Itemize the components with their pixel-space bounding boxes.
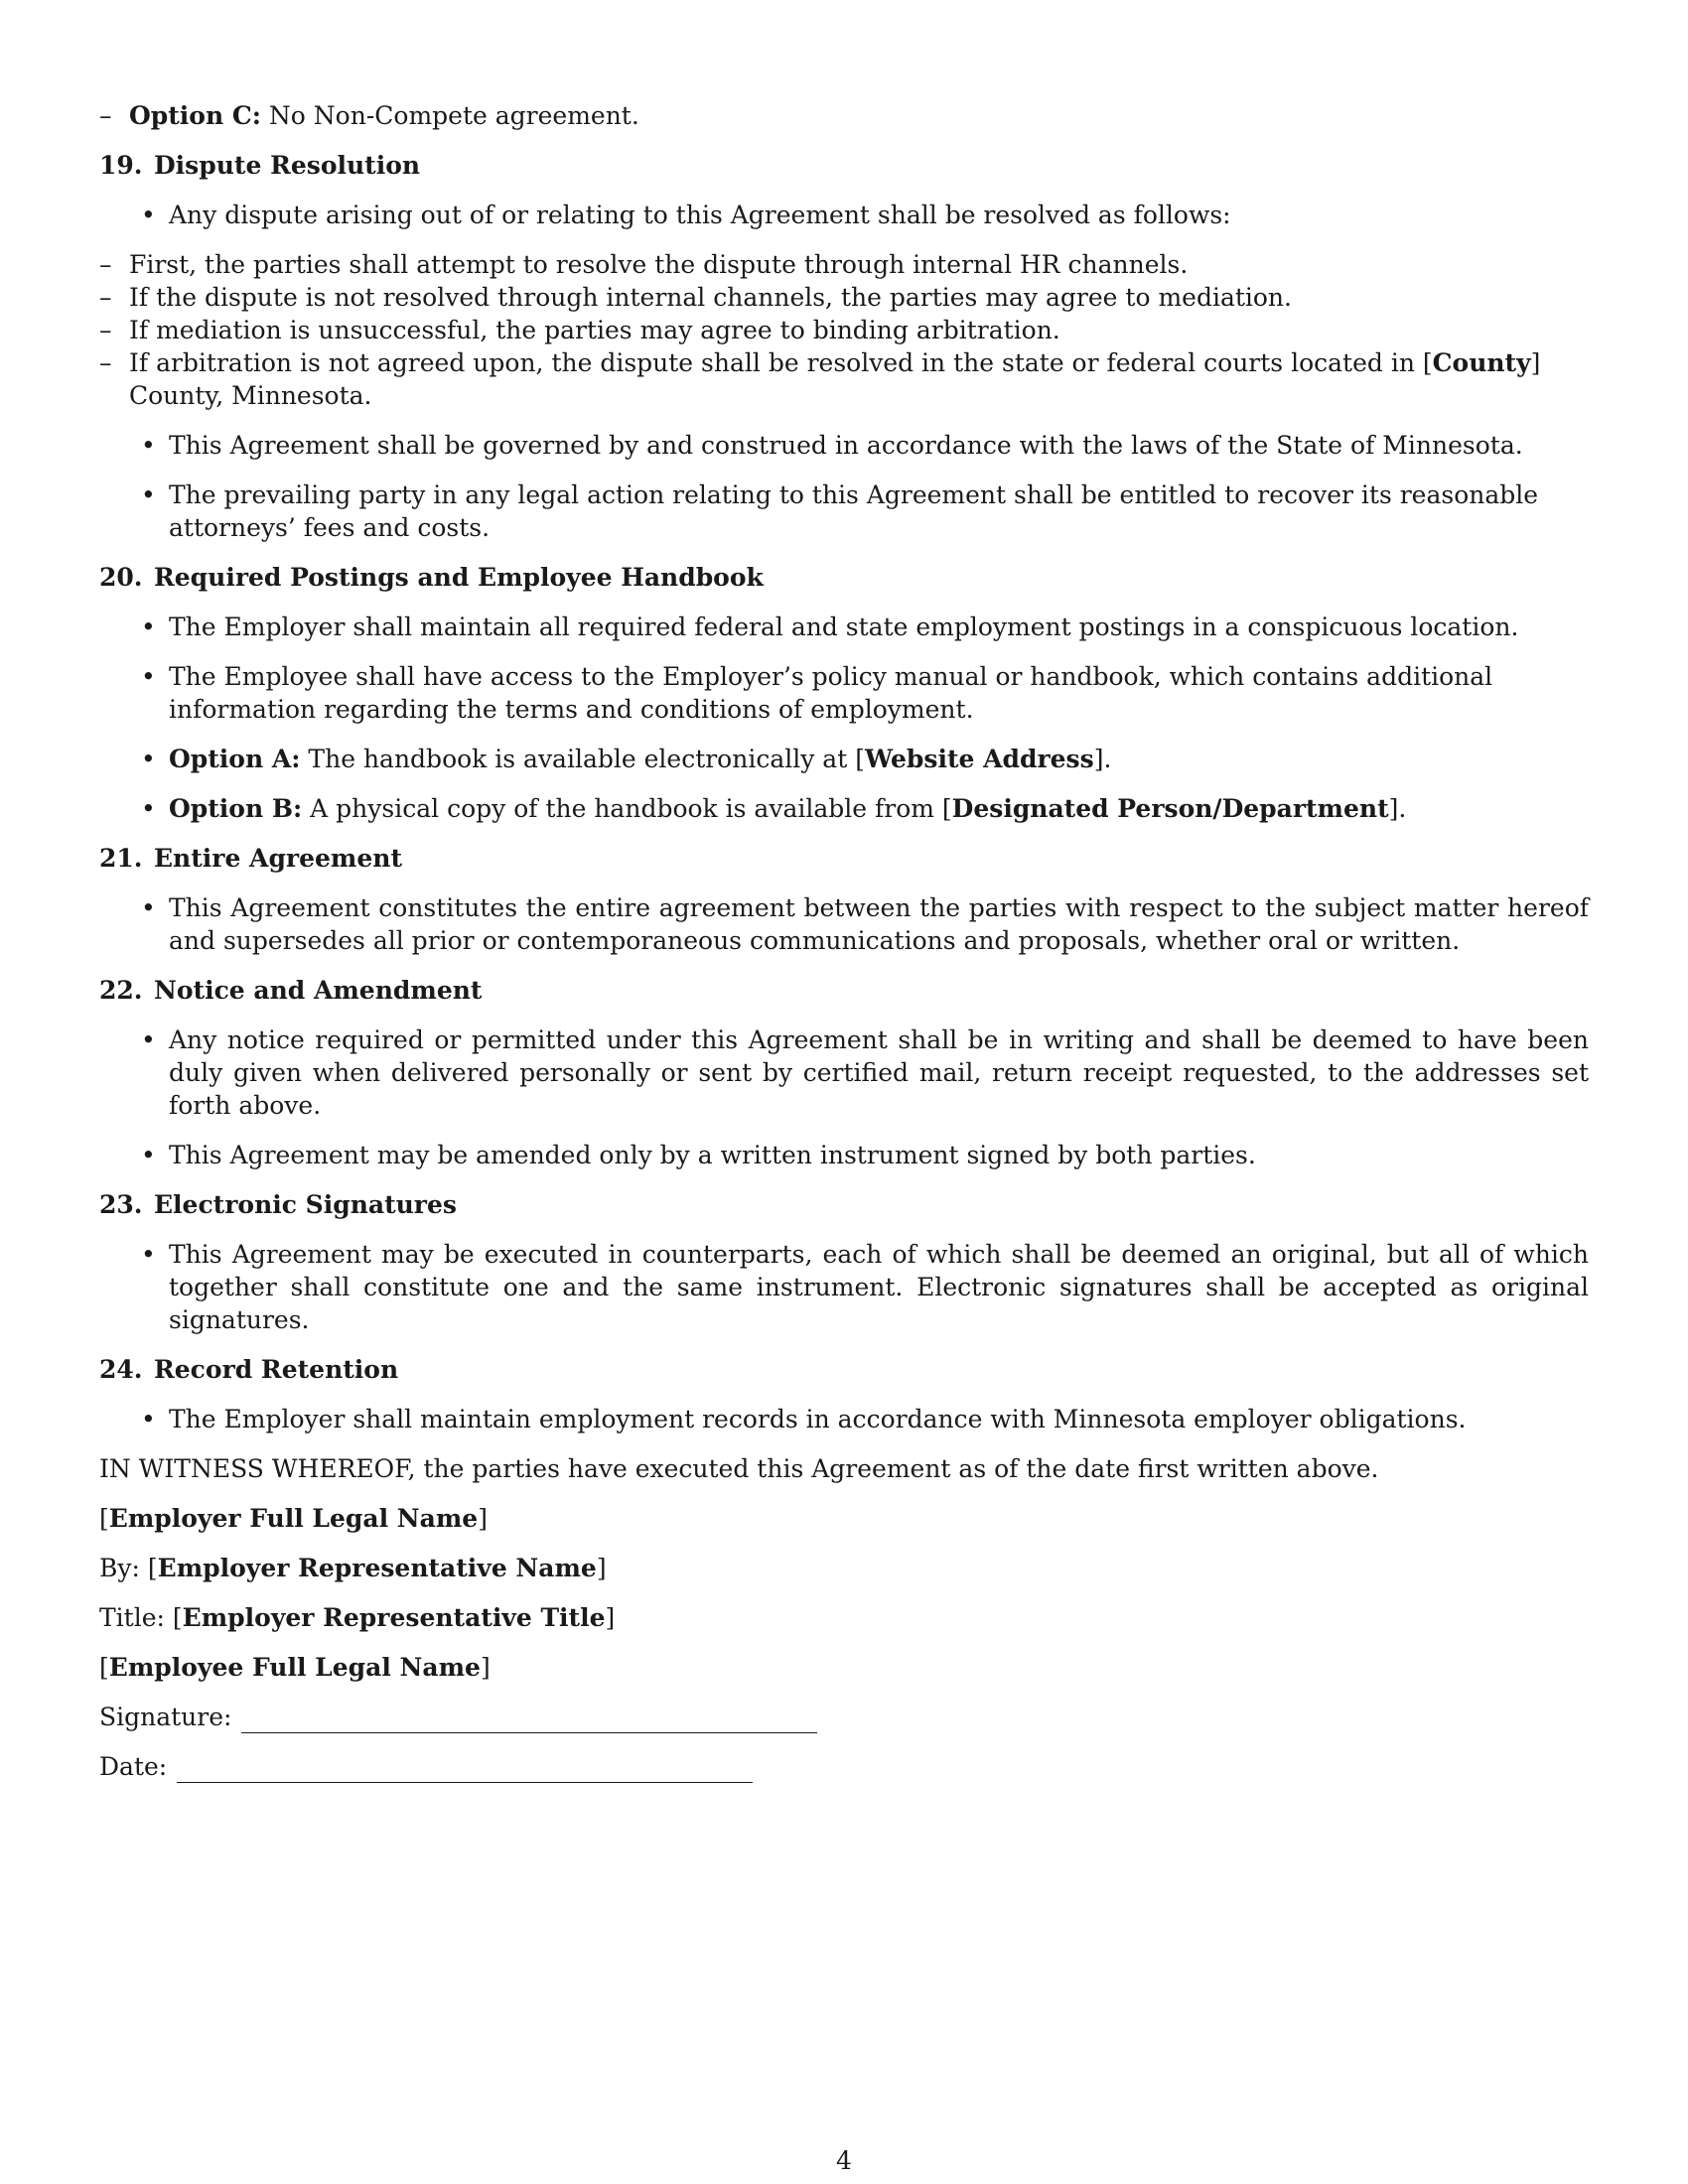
employer-name-line: [Employer Full Legal Name]: [99, 1504, 488, 1533]
list-item: • This Agreement shall be governed by and construed in accordance with the laws of the State of Minnesota.: [141, 431, 1523, 460]
sub-list-item: – If arbitration is not agreed upon, the dispute shall be resolved in the state or federal courts located in [County] County, Minnesota.: [99, 348, 1541, 410]
sub-list: [99, 248, 1589, 412]
section-19: [99, 149, 1589, 544]
section-21: [99, 842, 1589, 957]
sub-list-item: – First, the parties shall attempt to resolve the dispute through internal HR channels.: [99, 250, 1189, 279]
list-item: • Option B: A physical copy of the handbook is available from [Designated Person/Department].: [141, 794, 1407, 823]
section-heading: 21. Entire Agreement: [99, 844, 402, 873]
employee-name-line: [Employee Full Legal Name]: [99, 1653, 491, 1682]
section-24: [99, 1353, 1589, 1435]
list-item: • This Agreement may be executed in counterparts, each of which shall be deemed an original, but all of which together shall constitute one and the same instrument. Electronic signatures shall be accepted as original signatures.: [141, 1240, 1589, 1334]
list-item: • The prevailing party in any legal action relating to this Agreement shall be entitled to recover its reasonable attorneys’ fees and costs.: [141, 480, 1539, 542]
list-item: • Any notice required or permitted under this Agreement shall be in writing and shall be deemed to have been duly given when delivered personally or sent by certified mail, return receipt requested, to the addresses set forth above.: [141, 1025, 1589, 1120]
signature-line: Signature:: [99, 1701, 1589, 1733]
list-item: • This Agreement constitutes the entire agreement between the parties with respect to the subject matter hereof and supersedes all prior or contemporaneous communications and proposals, whether oral or written.: [141, 893, 1589, 955]
list-item: • Option A: The handbook is available electronically at [Website Address].: [141, 745, 1112, 773]
option-c-item: – Option C: No Non-Compete agreement.: [99, 101, 639, 130]
sub-list-item: – If mediation is unsuccessful, the parties may agree to binding arbitration.: [99, 316, 1060, 344]
section-heading: 19. Dispute Resolution: [99, 151, 421, 180]
date-field[interactable]: [177, 1756, 753, 1783]
list-item: • The Employee shall have access to the Employer’s policy manual or handbook, which contains additional information regarding the terms and conditions of employment.: [141, 662, 1493, 724]
witness-clause: IN WITNESS WHEREOF, the parties have executed this Agreement as of the date first written above.: [99, 1454, 1379, 1483]
signature-field[interactable]: [241, 1706, 817, 1733]
list-item: • This Agreement may be amended only by a written instrument signed by both parties.: [141, 1141, 1256, 1169]
section-heading: 20. Required Postings and Employee Handbook: [99, 563, 764, 592]
page-number: 4: [836, 2146, 852, 2175]
section-22: [99, 974, 1589, 1171]
section-heading: 24. Record Retention: [99, 1355, 399, 1384]
list-item: • The Employer shall maintain employment records in accordance with Minnesota employer obligations.: [141, 1405, 1467, 1433]
representative-line: By: [Employer Representative Name]: [99, 1554, 607, 1582]
date-line: Date:: [99, 1750, 1589, 1783]
section-heading: 22. Notice and Amendment: [99, 976, 483, 1005]
title-line: Title: [Employer Representative Title]: [99, 1603, 616, 1632]
list-item: • The Employer shall maintain all required federal and state employment postings in a conspicuous location.: [141, 613, 1519, 641]
list-item: • Any dispute arising out of or relating to this Agreement shall be resolved as follows: – First, the parties shall attempt to resolve the dispute through internal HR channels. – If the dispute is not resolved through internal channels, the parties may agree to mediation. – If mediation is unsuccessful, the parties may agree to binding arbitration. – If arbitration is not agreed upon, the dispute shall be resolved in the state or federal courts located in [County] County, Minnesota.: [99, 199, 1589, 412]
sub-list-item: – If the dispute is not resolved through internal channels, the parties may agree to mediation.: [99, 283, 1292, 312]
dash-marker: –: [99, 101, 112, 130]
document-body: [99, 99, 1589, 1800]
signature-block: [99, 1502, 1589, 1783]
section-23: [99, 1188, 1589, 1336]
section-20: [99, 561, 1589, 825]
section-heading: 23. Electronic Signatures: [99, 1190, 457, 1219]
